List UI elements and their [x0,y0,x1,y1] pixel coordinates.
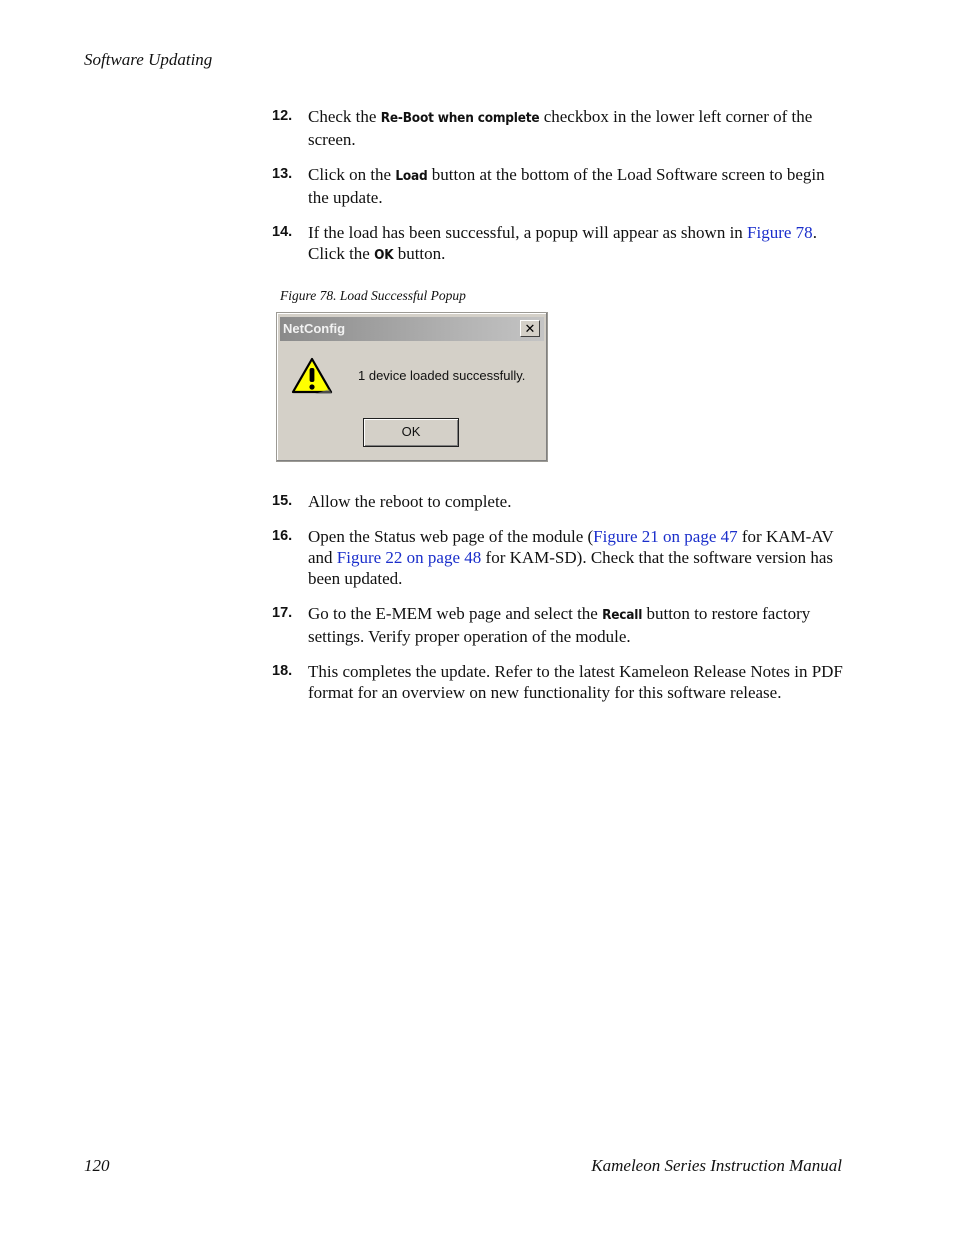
ok-button: OK [363,418,459,447]
link-figure-22[interactable]: Figure 22 on page 48 [336,548,482,567]
step-15 [272,491,844,512]
step-text: for KAM-SD). Check that the software version has been updated. [308,548,834,588]
close-icon: ✕ [520,320,540,337]
netconfig-dialog-screenshot [276,312,548,462]
step-number: 12. [272,108,293,124]
step-number: 16. [272,528,293,544]
step-number: 15. [272,493,293,509]
step-text: Check the [308,107,381,126]
step-text: Allow the reboot to complete. [308,492,512,511]
step-17 [272,603,844,647]
ui-label-load: Load [395,168,428,184]
step-number: 18. [272,663,293,679]
step-text: This completes the update. Refer to the latest Kameleon Release Notes in PDF format for an overview on new functionality for this software release. [308,662,843,702]
figure-caption: Figure 78. Load Successful Popup [280,288,466,303]
running-header: Software Updating [84,50,213,69]
steps-list-after-figure [272,491,844,703]
ui-label-ok: OK [374,247,394,263]
step-text: checkbox in the lower left corner of the screen. [308,107,813,149]
step-text: button at the bottom of the Load Software screen to begin the update. [308,165,825,207]
dialog-title: NetConfig [283,321,346,336]
step-18 [272,661,844,703]
page-number: 120 [84,1156,110,1175]
step-number: 17. [272,605,293,621]
step-text: button. [393,244,446,263]
step-text: . Click the [308,223,817,263]
ui-label-reboot-when-complete: Re-Boot when complete [380,110,540,126]
step-text: If the load has been successful, a popup will appear as shown in [308,223,748,242]
step-16 [272,526,844,589]
step-13 [272,164,844,208]
manual-title: Kameleon Series Instruction Manual [591,1156,842,1175]
link-figure-78[interactable]: Figure 78 [747,223,813,242]
link-figure-21[interactable]: Figure 21 on page 47 [593,527,738,546]
step-number: 13. [272,166,293,182]
step-text: Open the Status web page of the module ( [308,527,594,546]
dialog-titlebar [280,317,544,341]
step-text: Click on the [308,165,396,184]
step-number: 14. [272,224,293,240]
step-text: button to restore factory settings. Verify proper operation of the module. [308,604,811,646]
dialog-message: 1 device loaded successfully. [358,368,526,383]
steps-list-before-figure [272,106,844,266]
step-14 [272,222,844,266]
step-text: Go to the E-MEM web page and select the [308,604,603,623]
step-12 [272,106,844,150]
step-text: for KAM-AV and [308,527,834,567]
warning-triangle-icon [291,357,333,395]
ui-label-recall: Recall [602,607,643,623]
